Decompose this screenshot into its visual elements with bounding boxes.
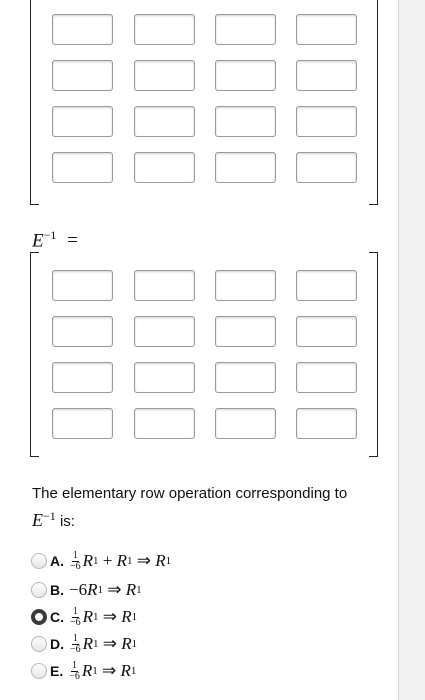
matrix-entry-input[interactable] (215, 152, 276, 183)
implies-arrow: ⇒ (98, 634, 122, 653)
matrix-entry-input[interactable] (134, 14, 195, 45)
answer-option[interactable] (31, 549, 171, 573)
matrix-entry-input[interactable] (52, 408, 113, 439)
row-variable: R (81, 661, 93, 680)
answer-option[interactable] (31, 632, 137, 656)
matrix-entry-input[interactable] (296, 60, 357, 91)
target-row-variable: R (120, 661, 131, 680)
matrix-inverse (30, 252, 378, 457)
matrix-entry-input[interactable] (52, 362, 113, 393)
implies-arrow: ⇒ (98, 607, 122, 626)
matrix-e (30, 0, 378, 205)
target-row-variable: R (155, 551, 166, 570)
answer-option[interactable] (31, 659, 136, 683)
target-row-variable: R (125, 580, 137, 599)
inverse-exponent: −1 (43, 228, 57, 242)
fraction (68, 661, 81, 682)
inverse-matrix-label (32, 228, 78, 252)
question-exponent: −1 (43, 509, 56, 523)
implies-arrow: ⇒ (97, 661, 121, 680)
matrix-entry-input[interactable] (296, 106, 357, 137)
fraction-denominator: −6 (69, 670, 80, 682)
matrix-entry-input[interactable] (52, 316, 113, 347)
matrix-right-bracket (369, 252, 378, 457)
row-variable-subscript: 1 (92, 665, 98, 677)
target-row-variable-subscript: 1 (165, 555, 172, 567)
option-letter: B. (50, 582, 64, 598)
fraction-numerator: 1 (72, 659, 78, 671)
fraction (69, 551, 82, 572)
question-symbol: E (32, 510, 43, 530)
option-expression (69, 580, 142, 600)
option-letter: A. (50, 553, 64, 569)
implies-arrow: ⇒ (102, 580, 126, 599)
target-row-variable: R (121, 607, 132, 626)
radio-button[interactable] (31, 636, 47, 652)
target-row-variable-subscript: 1 (131, 611, 138, 623)
option-letter: E. (50, 663, 64, 679)
row-variable-subscript: 1 (93, 555, 99, 567)
matrix-entry-input[interactable] (296, 152, 357, 183)
target-row-variable-subscript: 1 (130, 665, 137, 677)
fraction-numerator: 1 (72, 605, 78, 617)
option-letter: D. (50, 636, 64, 652)
option-expression (69, 607, 137, 628)
fraction-denominator: −6 (70, 643, 81, 655)
matrix-entry-input[interactable] (296, 316, 357, 347)
matrix-entry-input[interactable] (215, 408, 276, 439)
fraction (69, 634, 82, 655)
option-expression (68, 661, 136, 682)
radio-selected[interactable] (31, 609, 47, 625)
target-row-variable: R (121, 634, 132, 653)
implies-arrow: ⇒ (132, 551, 156, 570)
question-suffix: is: (55, 513, 75, 530)
matrix-entry-input[interactable] (215, 106, 276, 137)
matrix-entry-input[interactable] (296, 408, 357, 439)
matrix-entry-input[interactable] (134, 60, 195, 91)
matrix-left-bracket (30, 252, 39, 457)
matrix-entry-input[interactable] (52, 14, 113, 45)
row-variable: R (82, 551, 94, 570)
matrix-entry-input[interactable] (215, 316, 276, 347)
radio-button[interactable] (31, 663, 47, 679)
radio-button[interactable] (31, 553, 47, 569)
matrix-entry-input[interactable] (134, 316, 195, 347)
plus-operator: + (98, 551, 117, 570)
matrix-left-bracket (30, 0, 39, 205)
matrix-entry-input[interactable] (296, 362, 357, 393)
matrix-entry-input[interactable] (215, 270, 276, 301)
fraction-numerator: 1 (72, 549, 78, 561)
matrix-entry-input[interactable] (296, 14, 357, 45)
option-expression (69, 551, 171, 572)
matrix-entry-input[interactable] (134, 270, 195, 301)
row-variable-subscript: 1 (97, 584, 103, 596)
row-variable: R (82, 607, 94, 626)
row-variable: R (116, 551, 128, 570)
fraction-denominator: −6 (70, 616, 81, 628)
matrix-entry-input[interactable] (52, 106, 113, 137)
option-letter: C. (50, 609, 64, 625)
matrix-entry-input[interactable] (134, 362, 195, 393)
question-text (32, 483, 392, 533)
row-variable-subscript: 1 (93, 611, 99, 623)
row-variable-subscript: 1 (93, 638, 99, 650)
matrix-entry-input[interactable] (134, 152, 195, 183)
matrix-entry-input[interactable] (215, 14, 276, 45)
answer-option[interactable] (31, 605, 137, 629)
row-variable-subscript: 1 (127, 555, 133, 567)
matrix-entry-input[interactable] (134, 408, 195, 439)
fraction (69, 607, 82, 628)
option-expression (69, 634, 137, 655)
fraction-numerator: 1 (72, 632, 78, 644)
question-prompt: The elementary row operation corresponding to (32, 485, 348, 502)
matrix-entry-input[interactable] (52, 60, 113, 91)
inverse-symbol: E (32, 230, 44, 252)
target-row-variable-subscript: 1 (136, 584, 142, 596)
radio-button[interactable] (31, 582, 47, 598)
fraction-denominator: −6 (70, 560, 81, 572)
answer-option[interactable] (31, 578, 142, 602)
matrix-entry-input[interactable] (215, 362, 276, 393)
matrix-entry-input[interactable] (52, 270, 113, 301)
matrix-right-bracket (369, 0, 378, 205)
matrix-entry-input[interactable] (296, 270, 357, 301)
coefficient: −6 (69, 580, 88, 599)
target-row-variable-subscript: 1 (131, 638, 138, 650)
matrix-entry-input[interactable] (215, 60, 276, 91)
matrix-entry-input[interactable] (134, 106, 195, 137)
matrix-entry-input[interactable] (52, 152, 113, 183)
row-variable: R (87, 580, 98, 599)
row-variable: R (82, 634, 94, 653)
equals-sign: = (67, 230, 78, 252)
